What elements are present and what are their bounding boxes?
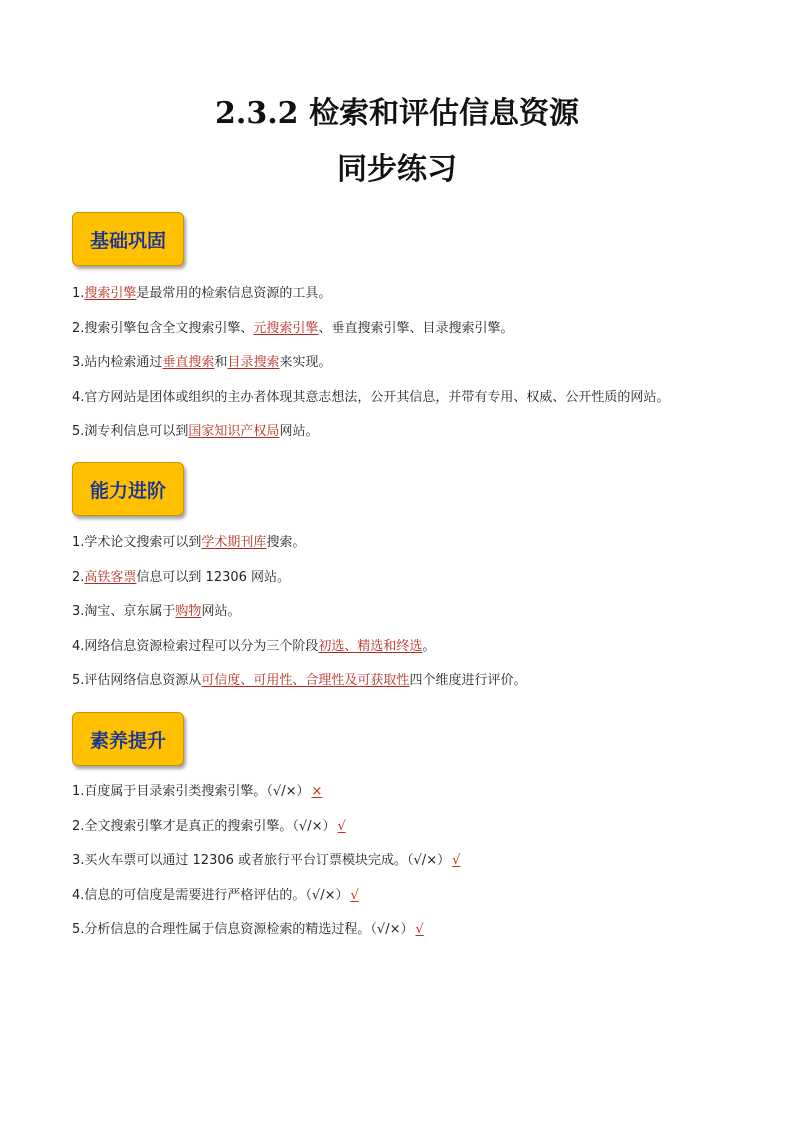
list-item: 1.百度属于目录索引类搜索引擎。（√/×） × xyxy=(72,784,323,799)
list-item: 4.官方网站是团体或组织的主办者体现其意志想法，公开其信息，并带有专用、权威、公开性质的网站。 xyxy=(72,389,670,405)
list-item: 2.全文搜索引擎才是真正的搜索引擎。（√/×） √ xyxy=(72,818,346,834)
answer-mark: √ xyxy=(452,853,461,869)
answer-mark: √ xyxy=(415,922,424,938)
answer-text: 初选、精选和终选 xyxy=(318,638,423,654)
list-item: 5.浏专利信息可以到国家知识产权局网站。 xyxy=(72,424,319,440)
section-heading-basic xyxy=(72,212,184,266)
answer-text: 购物 xyxy=(175,604,202,620)
section-heading-label: 素养提升 xyxy=(89,729,166,752)
list-item: 3.站内检索通过垂直搜索和目录搜索来实现。 xyxy=(72,355,332,371)
answer-text: 学术期刊库 xyxy=(201,535,267,550)
list-item: 5.评估网络信息资源从可信度、可用性、合理性及可获取性四个维度进行评价。 xyxy=(72,673,527,689)
question-list-literacy xyxy=(72,781,752,954)
answer-text: 搜索引擎 xyxy=(84,286,137,301)
list-item: 1.学术论文搜索可以到学术期刊库搜索。 xyxy=(72,535,306,550)
page-subtitle: 同步练习 xyxy=(337,152,457,187)
question-list-basic xyxy=(72,283,752,456)
list-item: 5.分析信息的合理性属于信息资源检索的精选过程。（√/×） √ xyxy=(72,922,424,938)
answer-text: 可信度、可用性、合理性及可获取性 xyxy=(201,673,410,689)
list-item: 2.高铁客票信息可以到 12306 网站。 xyxy=(72,569,291,585)
answer-mark: √ xyxy=(337,818,346,834)
list-item: 1.搜索引擎是最常用的检索信息资源的工具。 xyxy=(72,286,332,301)
answer-text: 目录搜索 xyxy=(227,355,280,371)
list-item: 4.网络信息资源检索过程可以分为三个阶段初选、精选和终选。 xyxy=(72,638,436,654)
answer-text: 元搜索引擎 xyxy=(253,320,319,336)
list-item: 3.买火车票可以通过 12306 或者旅行平台订票模块完成。（√/×） √ xyxy=(72,853,461,869)
list-item: 4.信息的可信度是需要进行严格评估的。（√/×） √ xyxy=(72,887,359,903)
answer-text: 垂直搜索 xyxy=(162,355,215,371)
page-title: 2.3.2 检索和评估信息资源 xyxy=(215,96,579,131)
question-list-advanced xyxy=(72,532,752,705)
list-item: 3.淘宝、京东属于购物网站。 xyxy=(72,604,241,620)
answer-mark: √ xyxy=(350,887,359,903)
answer-mark: × xyxy=(311,784,323,799)
section-heading-literacy xyxy=(72,712,184,766)
section-heading-advanced xyxy=(72,462,184,516)
section-heading-label: 基础巩固 xyxy=(89,229,166,252)
answer-text: 国家知识产权局 xyxy=(188,424,280,440)
list-item: 2.搜索引擎包含全文搜索引擎、元搜索引擎、垂直搜索引擎、目录搜索引擎。 xyxy=(72,320,514,336)
section-heading-label: 能力进阶 xyxy=(89,479,166,502)
answer-text: 高铁客票 xyxy=(84,569,137,585)
